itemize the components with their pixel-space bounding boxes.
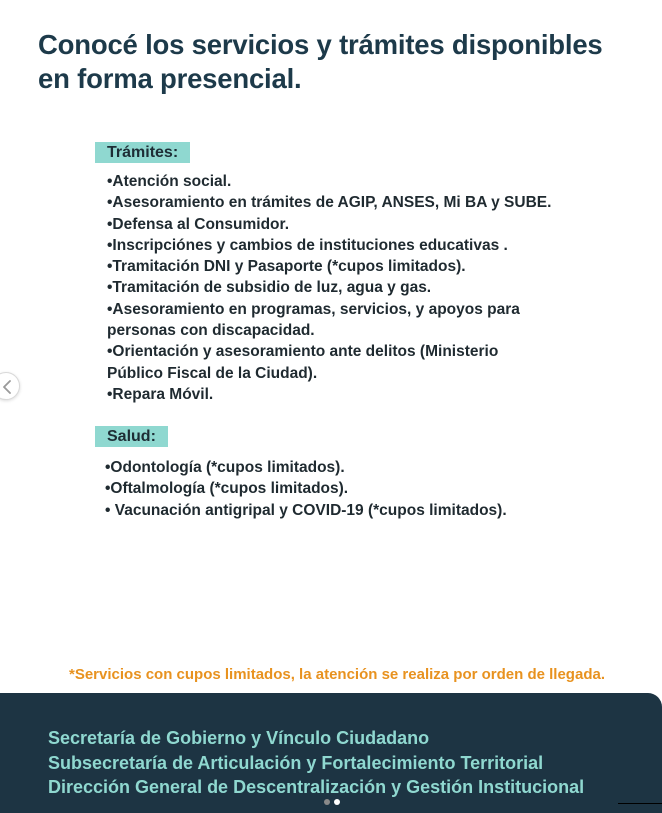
list-item: Público Fiscal de la Ciudad). xyxy=(107,364,318,382)
salud-label: Salud: xyxy=(95,426,168,447)
footer-line-1: Secretaría de Gobierno y Vínculo Ciudadano xyxy=(48,728,430,748)
limited-slots-note: *Servicios con cupos limitados, la atención se realiza por orden de llegada. xyxy=(68,666,605,683)
tramites-list xyxy=(107,171,627,405)
list-item: personas con discapacidad. xyxy=(107,322,315,340)
list-item: •Asesoramiento en trámites de AGIP, ANSES, Mi BA y SUBE. xyxy=(107,194,552,212)
page-title xyxy=(38,28,648,96)
salud-list xyxy=(105,457,625,521)
footer-text xyxy=(48,726,584,800)
title-line-1: Conocé los servicios y trámites disponibles xyxy=(38,29,603,60)
carousel-prev-button[interactable] xyxy=(0,372,20,400)
list-item: •Odontología (*cupos limitados). xyxy=(105,459,345,476)
list-item: •Atención social. xyxy=(107,173,232,190)
carousel-dot-1[interactable] xyxy=(324,799,330,805)
list-item: •Repara Móvil. xyxy=(107,385,214,403)
list-item: •Asesoramiento en programas, servicios, y apoyos para xyxy=(107,300,520,318)
tramites-label: Trámites: xyxy=(95,142,190,163)
chevron-left-icon xyxy=(2,380,12,394)
list-item: •Tramitación de subsidio de luz, agua y gas. xyxy=(107,279,432,297)
footer-line-2: Subsecretaría de Articulación y Fortalecimiento Territorial xyxy=(48,752,544,773)
list-item: •Tramitación DNI y Pasaporte (*cupos limitados). xyxy=(107,258,466,276)
list-item: •Orientación y asesoramiento ante delitos (Ministerio xyxy=(107,343,499,361)
footer-line-3: Dirección General de Descentralización y Gestión Institucional xyxy=(48,777,585,797)
list-item: •Oftalmología (*cupos limitados). xyxy=(105,480,349,498)
list-item: • Vacunación antigripal y COVID-19 (*cupos limitados). xyxy=(105,501,507,519)
list-item: •Defensa al Consumidor. xyxy=(107,215,289,233)
title-line-2: en forma presencial. xyxy=(38,63,302,94)
list-item: •Inscripciónes y cambios de instituciones educativas . xyxy=(107,236,508,254)
divider xyxy=(618,803,662,804)
carousel-dot-2-active[interactable] xyxy=(334,799,340,805)
carousel-indicator xyxy=(324,799,346,807)
